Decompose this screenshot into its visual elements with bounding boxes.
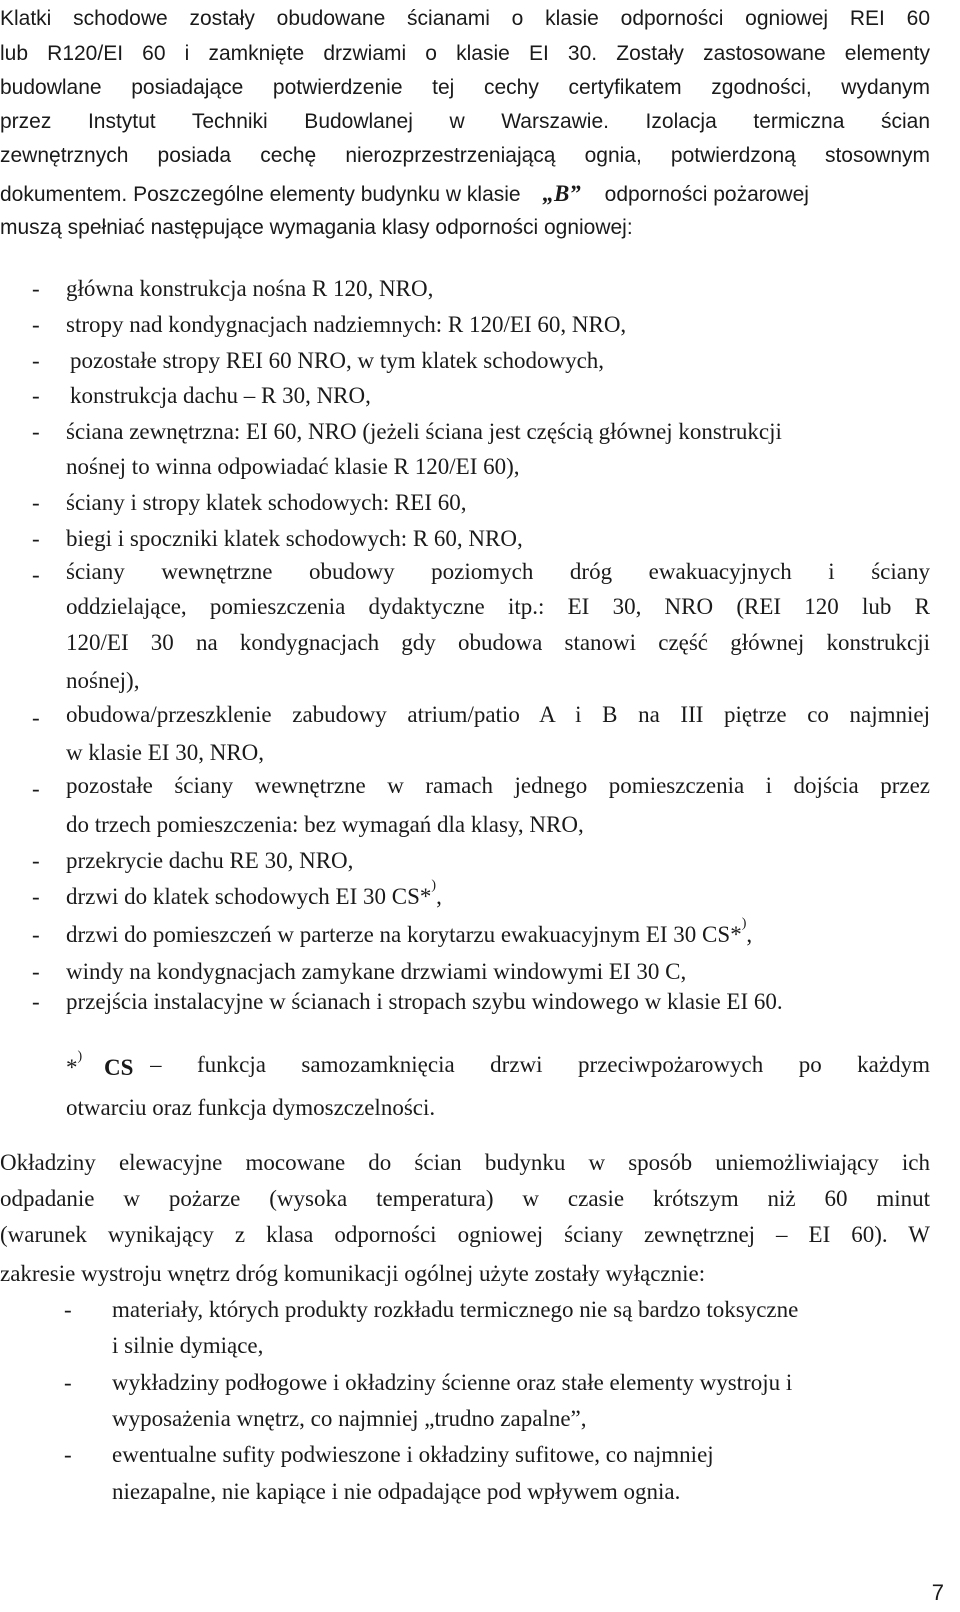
intro-line-6-end: odporności pożarowej: [604, 183, 809, 206]
list-item-continuation: nośnej),: [66, 668, 140, 693]
bullet-dash: -: [32, 419, 40, 444]
bullet-dash: -: [32, 776, 40, 801]
bullet-dash: -: [64, 1370, 72, 1395]
list-item: stropy nad kondygnacjach nadziemnych: R 120/EI 60, NRO,: [66, 312, 627, 337]
footnote-marker: ): [741, 916, 747, 931]
intro-line-7: muszą spełniać następujące wymagania klasy odporności ogniowej:: [0, 216, 633, 239]
list-item-continuation: w klasie EI 30, NRO,: [66, 740, 265, 765]
fire-class-b: „B”: [542, 181, 581, 206]
cladding-line-4: zakresie wystroju wnętrz dróg komunikacji ogólnej użyte zostały wyłącznie:: [0, 1261, 706, 1286]
bullet-dash: -: [32, 959, 40, 984]
list-item-continuation: do trzech pomieszczenia: bez wymagań dla klasy, NRO,: [66, 812, 584, 837]
list-item-continuation: wyposażenia wnętrz, co najmniej „trudno zapalne”,: [112, 1406, 587, 1431]
list-item: obudowa/przeszklenie zabudowy atrium/patio A i B na III piętrze co najmniej: [66, 702, 930, 727]
asterisk: *: [66, 1055, 78, 1080]
bullet-dash: -: [64, 1297, 72, 1322]
list-item: ściany wewnętrzne obudowy poziomych dróg ewakuacyjnych i ściany: [66, 559, 930, 584]
list-item: [66, 916, 753, 947]
intro-line-6-start: dokumentem. Poszczególne elementy budynku w klasie: [0, 183, 521, 206]
list-item: pozostałe stropy REI 60 NRO, w tym klatek schodowych,: [70, 348, 605, 373]
cladding-line-1: Okładziny elewacyjne mocowane do ścian budynku w sposób uniemożliwiający ich: [0, 1150, 930, 1175]
bullet-dash: -: [32, 922, 40, 947]
list-item-continuation: oddzielające, pomieszczenia dydaktyczne itp.: EI 30, NRO (REI 120 lub R: [66, 594, 930, 619]
intro-line-4: przez Instytut Techniki Budowlanej w Warszawie. Izolacja termiczna ścian: [0, 110, 930, 133]
list-item: wykładziny podłogowe i okładziny ścienne oraz stałe elementy wystroju i: [112, 1370, 793, 1395]
door-corridor-text: drzwi do pomieszczeń w parterze na korytarzu ewakuacyjnym EI 30 CS*: [66, 922, 742, 947]
bullet-dash: -: [32, 848, 40, 873]
list-item: windy na kondygnacjach zamykane drzwiami windowymi EI 30 C,: [66, 959, 687, 984]
intro-line-1: Klatki schodowe zostały obudowane ścianami o klasie odporności ogniowej REI 60: [0, 7, 930, 30]
cladding-line-2: odpadanie w pożarze (wysoka temperatura) w czasie krótszym niż 60 minut: [0, 1186, 930, 1211]
bullet-dash: -: [64, 1442, 72, 1467]
footnote-term: CS: [104, 1055, 134, 1080]
footnote-marker: ): [77, 1049, 83, 1064]
list-item-continuation: niezapalne, nie kapiące i nie odpadające pod wpływem ognia.: [112, 1479, 681, 1504]
footnote-continuation: otwarciu oraz funkcja dymoszczelności.: [66, 1095, 436, 1120]
list-item-continuation: i silnie dymiące,: [112, 1333, 264, 1358]
bullet-dash: -: [32, 705, 40, 730]
intro-line-2: lub R120/EI 60 i zamknięte drzwiami o klasie EI 30. Zostały zastosowane elementy: [0, 42, 930, 65]
intro-line-3: budowlane posiadające potwierdzenie tej cechy certyfikatem zgodności, wydanym: [0, 76, 930, 99]
bullet-dash: -: [32, 312, 40, 337]
list-item: konstrukcja dachu – R 30, NRO,: [70, 383, 371, 408]
bullet-dash: -: [32, 348, 40, 373]
punctuation: ,: [436, 884, 442, 909]
page-number: 7: [931, 1580, 944, 1605]
list-item-continuation: 120/EI 30 na kondygnacjach gdy obudowa stanowi część głównej konstrukcji: [66, 630, 930, 655]
bullet-dash: -: [32, 276, 40, 301]
door-stairwell-text: drzwi do klatek schodowych EI 30 CS*: [66, 884, 432, 909]
list-item: materiały, których produkty rozkładu termicznego nie są bardzo toksyczne: [112, 1297, 799, 1322]
list-item: [66, 878, 442, 909]
list-item: ewentualne sufity podwieszone i okładziny sufitowe, co najmniej: [112, 1442, 714, 1467]
list-item: biegi i spoczniki klatek schodowych: R 60, NRO,: [66, 526, 523, 551]
list-item: ściana zewnętrzna: EI 60, NRO (jeżeli ściana jest częścią głównej konstrukcji: [66, 419, 782, 444]
cladding-line-3: (warunek wynikający z klasa odporności ogniowej ściany zewnętrznej – EI 60). W: [0, 1222, 930, 1247]
list-item: główna konstrukcja nośna R 120, NRO,: [66, 276, 434, 301]
footnote-marker: ): [431, 878, 437, 893]
bullet-dash: -: [32, 383, 40, 408]
list-item-continuation: nośnej to winna odpowiadać klasie R 120/EI 60),: [66, 454, 520, 479]
bullet-dash: -: [32, 884, 40, 909]
footnote-star: [66, 1049, 83, 1080]
bullet-dash: -: [32, 490, 40, 515]
list-item: ściany i stropy klatek schodowych: REI 60,: [66, 490, 467, 515]
intro-line-5: zewnętrznych posiada cechę nierozprzestrzeniającą ognia, potwierdzoną stosownym: [0, 144, 930, 167]
punctuation: ,: [746, 922, 753, 947]
bullet-dash: -: [32, 562, 40, 587]
list-item: przekrycie dachu RE 30, NRO,: [66, 848, 354, 873]
footnote-definition: – funkcja samozamknięcia drzwi przeciwpożarowych po każdym: [150, 1052, 930, 1077]
intro-line-6: [0, 182, 809, 205]
list-item: przejścia instalacyjne w ścianach i stropach szybu windowego w klasie EI 60.: [66, 989, 783, 1014]
list-item: pozostałe ściany wewnętrzne w ramach jednego pomieszczenia i dojścia przez: [66, 773, 930, 798]
bullet-dash: -: [32, 526, 40, 551]
bullet-dash: -: [32, 989, 40, 1014]
